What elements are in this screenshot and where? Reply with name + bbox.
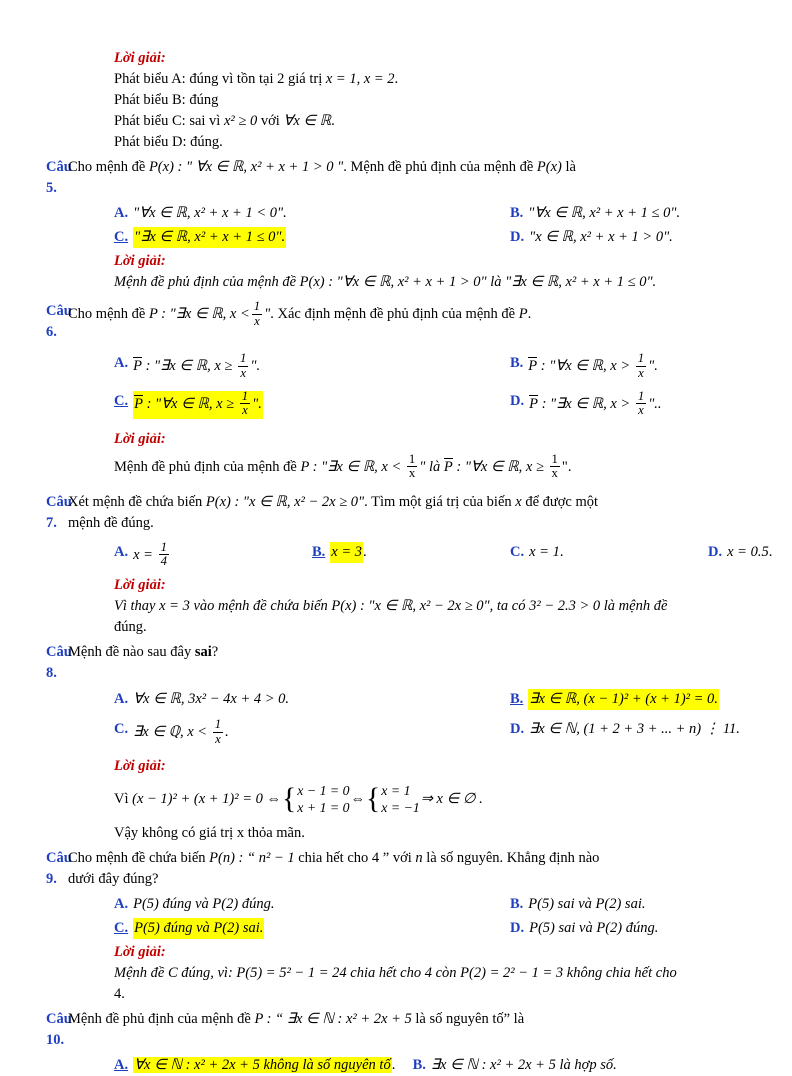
stem-text: Mệnh đề phủ định của mệnh đề [68, 1011, 255, 1028]
option-c[interactable] [114, 227, 510, 248]
option-d-text: ∃x ∈ ℕ, (1 + 2 + 3 + ... + n) ⋮ 11. [529, 721, 740, 738]
question-7-label: Câu 7. [46, 493, 72, 531]
stem-text: Cho mệnh đề chứa biến [68, 849, 210, 866]
option-c[interactable]: C. x = 1 . [510, 542, 708, 570]
option-d-text: "x ∈ ℝ, x² + x + 1 > 0". [529, 229, 673, 246]
option-c[interactable] [114, 918, 510, 939]
question-9-label: Câu 9. [46, 849, 72, 887]
option-c-key: C. [510, 543, 525, 560]
option-b[interactable]: B. x = 3 . [312, 542, 510, 570]
question-5-options-row2 [0, 227, 792, 248]
question-9-solution-line1: Mệnh đề C đúng, vì: P(5) = 5² − 1 = 24 chia hết cho 4 còn P(2) = 2² − 1 = 3 không chia hết cho [114, 964, 677, 981]
stem-text: Xét mệnh đề chứa biến [68, 493, 206, 510]
option-a-text: P(5) đúng và P(2) đúng. [133, 895, 275, 912]
option-c-text: P(5) đúng và P(2) sai. [133, 918, 264, 939]
overline-p: P [133, 358, 142, 375]
option-c-key: C. [114, 392, 129, 409]
stem-text: để được một [521, 493, 599, 510]
system-brace: { x − 1 = 0 x + 1 = 0 [282, 783, 350, 816]
question-8 [0, 642, 792, 684]
question-8-options-row1 [0, 689, 792, 710]
question-8-solution-heading: Lời giải: [114, 758, 166, 775]
solution-heading: Lời giải: [114, 50, 166, 66]
option-d-text: P(5) sai và P(2) đúng. [529, 919, 659, 936]
option-d-text: x = 0.5 [727, 543, 769, 560]
question-6-solution-heading: Lời giải: [114, 430, 166, 447]
option-a-text: P : "∃x ∈ ℝ, x ≥ $\frac{1}{x}$ ". [133, 351, 261, 380]
question-8-label: Câu 8. [46, 644, 72, 682]
question-9-options-row2 [0, 918, 792, 939]
question-9-solution-heading: Lời giải: [114, 943, 166, 960]
question-8-solution-line2: Vậy không có giá trị x thỏa mãn. [114, 824, 305, 841]
question-10-options [0, 1055, 792, 1076]
solution-text: Phát biểu A: đúng vì tồn tại 2 giá trị [114, 71, 326, 88]
stem-text: . Xác định mệnh đề phủ định của mệnh đề [270, 306, 519, 323]
option-a[interactable] [114, 353, 510, 381]
question-5-stem [68, 157, 792, 178]
question-7-solution-heading: Lời giải: [114, 577, 166, 594]
option-a-key: A. [114, 355, 129, 372]
overline-p: P [134, 396, 143, 413]
option-a-key: A. [114, 691, 129, 708]
option-c[interactable] [114, 719, 510, 747]
question-10-label: Câu 10. [46, 1011, 72, 1049]
option-b-text: ∃x ∈ ℝ, (x − 1)² + (x + 1)² = 0. [528, 689, 719, 710]
solution-math: x² ≥ 0 [223, 113, 258, 130]
stem-text: . [527, 306, 532, 323]
option-b[interactable] [510, 689, 792, 710]
option-b-key: B. [312, 543, 326, 560]
question-6-solution-text: Mệnh đề phủ định của mệnh đề P : "∃x ∈ ℝ, x < $\frac{1}{x}$ " là P : "∀x ∈ ℝ, x ≥ $\frac{1}{x}$ ". [114, 451, 572, 481]
stem-text: là số nguyên tố” là [415, 1011, 525, 1028]
option-b[interactable] [510, 353, 792, 381]
stem-var: x [515, 493, 522, 510]
option-d[interactable] [510, 388, 792, 419]
option-b-key: B. [412, 1057, 426, 1074]
solution-line [0, 69, 792, 90]
option-d-text: P : "∃x ∈ ℝ, x > $\frac{1}{x}$ ".. [529, 388, 662, 418]
option-a-key: A. [114, 1057, 129, 1074]
overline-p: P [528, 358, 538, 375]
option-c[interactable] [114, 388, 510, 419]
stem-text: . Mệnh đề phủ định của mệnh đề [343, 159, 537, 176]
question-10 [0, 1009, 792, 1051]
solution-line: Phát biểu B: đúng [114, 92, 219, 109]
stem-math: P(x) : "x ∈ ℝ, x² − 2x ≥ 0" [205, 493, 365, 510]
option-a-key: A. [114, 895, 129, 912]
overline-p: P [529, 396, 538, 413]
solution-line [0, 111, 792, 132]
stem-math: P : “ ∃x ∈ ℕ : x² + 2x + 5 [254, 1011, 416, 1028]
stem-text: chia hết cho 4 ” với [298, 849, 416, 866]
option-b[interactable] [510, 894, 792, 915]
option-b-text: x = 3 [330, 542, 363, 563]
option-b[interactable] [413, 1057, 617, 1073]
stem-text: Mệnh đề nào sau đây [68, 644, 195, 661]
option-b-key: B. [510, 895, 524, 912]
option-d-key: D. [510, 229, 525, 246]
option-a-key: A. [114, 543, 129, 560]
option-c-text: x = 1 [529, 543, 560, 560]
option-b-key: B. [510, 205, 524, 222]
question-5-options-row1 [0, 203, 792, 224]
option-c-text: "∃x ∈ ℝ, x² + x + 1 ≤ 0". [133, 227, 286, 248]
stem-bold: sai [194, 644, 212, 661]
solution-text: Phát biểu C: sai vì [114, 113, 224, 130]
option-a[interactable] [114, 689, 510, 710]
option-d[interactable] [510, 918, 792, 939]
question-7-solution-line2: đúng. [114, 619, 147, 636]
stem-line2: mệnh đề đúng. [68, 514, 154, 531]
stem-var: n [415, 849, 423, 866]
stem-math: P [518, 306, 528, 323]
question-9-options-row1 [0, 894, 792, 915]
option-a-text: ∀x ∈ ℝ, 3x² − 4x + 4 > 0. [133, 691, 290, 708]
option-a[interactable] [114, 894, 510, 915]
option-d[interactable] [510, 719, 792, 747]
question-5-label: Câu 5. [46, 159, 72, 197]
stem-text: Cho mệnh đề [68, 306, 149, 323]
question-7-options [0, 539, 792, 570]
question-6-options-row1 [0, 353, 792, 381]
stem-math: P(x) : " ∀x ∈ ℝ, x² + x + 1 > 0 " [148, 159, 344, 176]
question-8-solution-line1: Vì (x − 1)² + (x + 1)² = 0 ⇔ { x − 1 = 0 x + 1 = 0 ⇔ { x = 1 x = −1 ⇒ x ∈ ∅ . [114, 783, 483, 816]
question-6-stem [68, 301, 792, 329]
option-d-key: D. [510, 721, 525, 738]
solution-punct: . [394, 71, 399, 88]
stem-text: . Tìm một giá trị của biến [364, 493, 516, 510]
solution-math: ∀x ∈ ℝ [283, 113, 332, 130]
stem-text: ? [211, 644, 219, 661]
option-b-text: ∃x ∈ ℕ : x² + 2x + 5 là hợp số. [430, 1057, 617, 1074]
option-a-text: ∀x ∈ ℕ : x² + 2x + 5 không là số nguyên tố [134, 1057, 391, 1074]
option-b[interactable] [510, 203, 792, 224]
question-5-solution-text: Mệnh đề phủ định của mệnh đề P(x) : "∀x ∈ ℝ, x² + x + 1 > 0" là "∃x ∈ ℝ, x² + x + 1 ≤ 0". [114, 274, 657, 291]
option-b-text: "∀x ∈ ℝ, x² + x + 1 ≤ 0". [528, 205, 681, 222]
option-a-text: x = $\frac{1}{4}$ [133, 539, 167, 568]
option-a-key: A. [114, 205, 129, 222]
question-9-stem [68, 848, 792, 890]
stem-math: P(x) [536, 159, 562, 176]
stem-math: P : "∃x ∈ ℝ, x < $\frac{1}{x}$ " [148, 299, 271, 328]
question-5 [0, 157, 792, 199]
option-b-text: P(5) sai và P(2) sai. [528, 895, 646, 912]
question-8-options-row2 [0, 719, 792, 747]
option-b-text: P : "∀x ∈ ℝ, x > $\frac{1}{x}$ ". [528, 351, 658, 380]
solution-line: Phát biểu D: đúng. [114, 134, 223, 151]
option-c-key: C. [114, 721, 129, 738]
stem-line2: dưới đây đúng? [68, 870, 159, 887]
option-b-key: B. [510, 355, 524, 372]
question-8-stem [68, 642, 792, 663]
option-d[interactable]: D. x = 0.5 . [708, 542, 792, 570]
stem-text: là [561, 159, 576, 176]
option-c-text: ∃x ∈ ℚ, x < $\frac{1}{x}$ . [133, 717, 229, 746]
overline-p: P [443, 459, 453, 475]
question-10-stem [68, 1009, 792, 1030]
system-brace: { x = 1 x = −1 [366, 783, 420, 816]
question-9 [0, 848, 792, 890]
option-d-key: D. [510, 919, 525, 936]
option-c-text: P : "∀x ∈ ℝ, x ≥ $\frac{1}{x}$ ". [134, 388, 262, 418]
solution-text: với [257, 113, 284, 130]
option-a-text: "∀x ∈ ℝ, x² + x + 1 < 0". [133, 205, 287, 222]
option-d[interactable] [510, 227, 792, 248]
option-b-key: B. [510, 691, 524, 708]
question-6-options-row2 [0, 388, 792, 419]
question-6 [0, 301, 792, 343]
question-5-solution-heading: Lời giải: [114, 253, 166, 270]
option-a[interactable]: A. ∀x ∈ ℕ : x² + 2x + 5 không là số nguyên tố. [114, 1057, 396, 1074]
option-c-key: C. [114, 919, 129, 936]
stem-text: Cho mệnh đề [68, 159, 149, 176]
solution-punct: . [331, 113, 335, 130]
question-7 [0, 492, 792, 534]
question-6-label: Câu 6. [46, 303, 72, 341]
option-d-key: D. [708, 543, 723, 560]
stem-math: P(n) : “ n² − 1 [209, 849, 299, 866]
stem-text: là số nguyên. Khẳng định nào [422, 849, 600, 866]
option-a[interactable] [114, 539, 312, 570]
option-d-key: D. [510, 392, 525, 409]
solution-math: x = 1, x = 2 [325, 71, 395, 88]
option-c-key: C. [114, 229, 129, 246]
option-a[interactable] [114, 203, 510, 224]
question-9-solution-line2: 4. [114, 986, 125, 1002]
question-7-solution-line1: Vì thay x = 3 vào mệnh đề chứa biến P(x) : "x ∈ ℝ, x² − 2x ≥ 0", ta có 3² − 2.3 > 0 là mệnh đề [114, 598, 668, 615]
question-7-stem [68, 492, 792, 534]
